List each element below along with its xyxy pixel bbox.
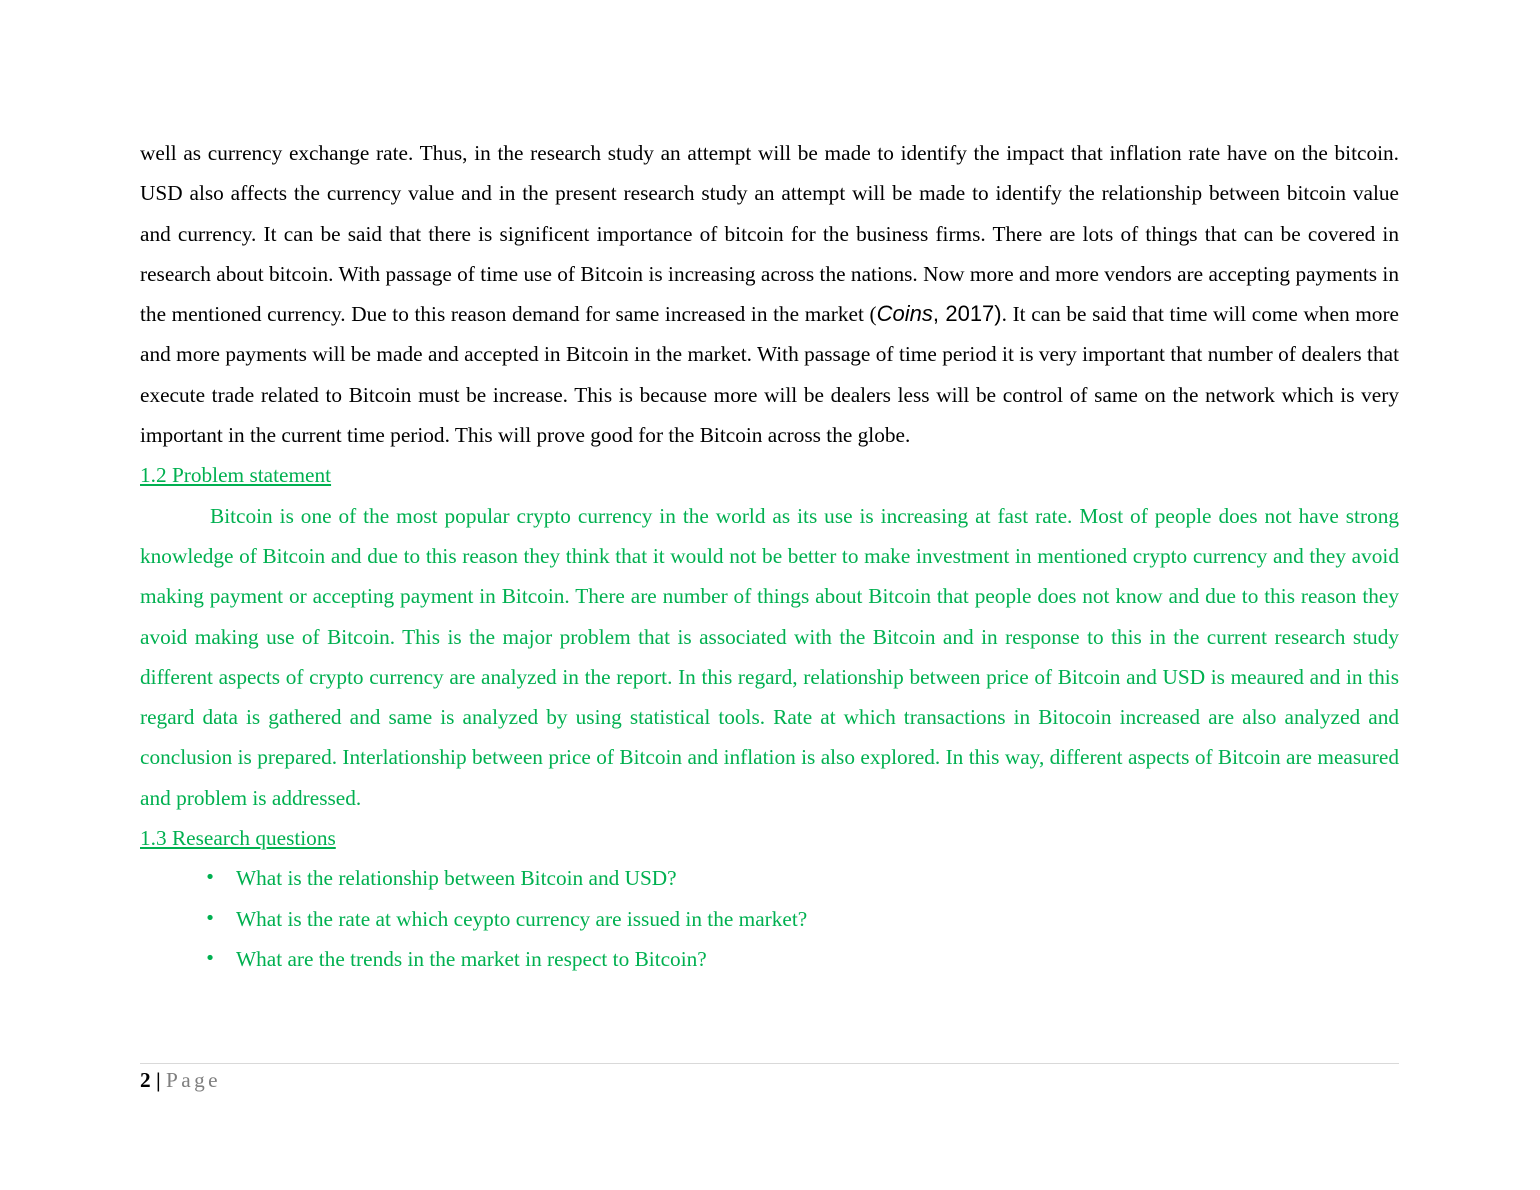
list-item	[140, 899, 1399, 939]
research-questions-list	[140, 858, 1399, 979]
body-paragraph-text-b: . It can be said that time will come when more and more payments will be made and accepted in Bitcoin in the market. With passage of time period it is very important that number of dealers that execute trade related to Bitcoin must be increase. This is because more will be dealers less will be control of same on the network which is very important in the current time period. This will prove good for the Bitcoin across the globe.	[140, 302, 1399, 448]
list-item	[140, 939, 1399, 979]
citation-author: Coins	[876, 301, 933, 327]
footer-separator: |	[155, 1068, 161, 1092]
page-label: Page	[166, 1068, 222, 1092]
list-item	[140, 858, 1399, 898]
bullet-icon: •	[204, 867, 216, 889]
research-question-text: What are the trends in the market in respect to Bitcoin?	[236, 946, 707, 971]
problem-statement-text: Bitcoin is one of the most popular crypto currency in the world as its use is increasing at fast rate. Most of people does not have strong knowledge of Bitcoin and due to this reason they think that it would not be better to make investment in mentioned crypto currency and they avoid making payment or accepting payment in Bitcoin. There are number of things about Bitcoin that people does not know and due to this reason they avoid making use of Bitcoin. This is the major problem that is associated with the Bitcoin and in response to this in the current research study different aspects of crypto currency are analyzed in the report. In this regard, relationship between price of Bitcoin and USD is meaured and in this regard data is gathered and same is analyzed by using statistical tools. Rate at which transactions in Bitocoin increased are also analyzed and conclusion is prepared. Interlationship between price of Bitcoin and inflation is also explored. In this way, different aspects of Bitcoin are measured and problem is addressed.	[140, 503, 1399, 810]
citation-year: , 2017)	[932, 301, 1002, 327]
page-content	[140, 133, 1399, 979]
research-question-text: What is the relationship between Bitcoin and USD?	[236, 866, 677, 891]
problem-statement-heading: 1.2 Problem statement	[140, 463, 332, 488]
body-paragraph-text-a: well as currency exchange rate. Thus, in the research study an attempt will be made to identify the impact that inflation rate have on the bitcoin. USD also affects the currency value and in the present research study an attempt will be made to identify the relationship between bitcoin value and currency. It can be said that there is significent importance of bitcoin for the business firms. There are lots of things that can be covered in research about bitcoin. With passage of time use of Bitcoin is increasing across the nations. Now more and more vendors are accepting payments in the mentioned currency. Due to this reason demand for same increased in the market (	[140, 141, 1399, 327]
bullet-icon: •	[204, 907, 216, 929]
page-number: 2	[140, 1068, 151, 1092]
research-question-text: What is the rate at which ceypto currency are issued in the market?	[236, 906, 808, 931]
bullet-icon: •	[204, 947, 216, 969]
research-questions-heading: 1.3 Research questions	[140, 826, 336, 851]
footer-divider	[140, 1063, 1399, 1064]
page-footer	[140, 1066, 221, 1094]
body-paragraph	[140, 133, 1399, 455]
